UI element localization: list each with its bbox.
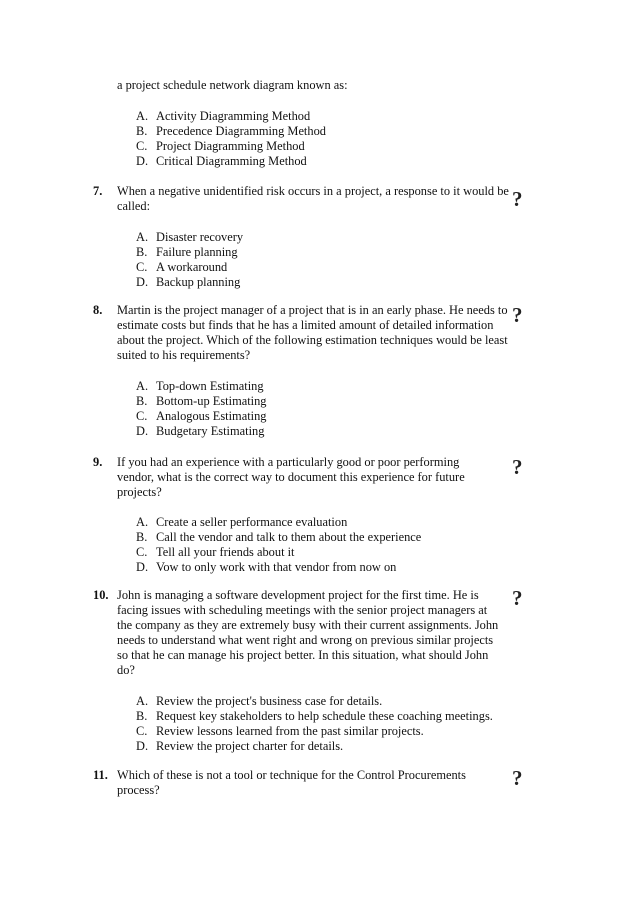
option-letter: B. [136,124,148,138]
option-text: A workaround [156,260,228,274]
question-mark-icon: ? [512,455,523,479]
option-letter: C. [136,139,148,153]
option-letter: B. [136,709,148,723]
option-text: Analogous Estimating [156,409,267,423]
option-a [136,379,536,394]
question-stem: John is managing a software development project for the first time. He is facing issues with scheduling meetings with the senior project managers at the company as they are extremely busy with their current assignments. John needs to understand what went right and wrong on previous similar projects so that he can manage his project better. In this situation, what should John do? [117,588,499,677]
option-text: Critical Diagramming Method [156,154,307,168]
option-text: Review the project charter for details. [156,739,344,753]
option-c [136,260,536,275]
option-text: Vow to only work with that vendor from now on [156,560,397,574]
options-list [136,515,536,575]
question-stem: a project schedule network diagram known as: [117,78,348,92]
option-b [136,394,536,409]
option-text: Project Diagramming Method [156,139,305,153]
question-mark-icon: ? [512,187,523,211]
option-letter: D. [136,560,149,574]
option-text: Create a seller performance evaluation [156,515,348,529]
option-text: Request key stakeholders to help schedule these coaching meetings. [156,709,493,723]
option-letter: D. [136,275,149,289]
option-b [136,124,536,139]
option-text: Disaster recovery [156,230,244,244]
question-number: 7. [93,184,103,198]
question-number: 8. [93,303,103,317]
option-c [136,545,536,560]
option-a [136,230,536,245]
question-number: 11. [93,768,108,782]
option-text: Review the project's business case for details. [156,694,383,708]
question-number: 9. [93,455,103,469]
option-c [136,139,536,154]
option-c [136,409,536,424]
options-list [136,379,536,439]
question-number: 10. [93,588,109,602]
question-mark-icon: ? [512,766,523,790]
option-letter: B. [136,394,148,408]
question-stem: When a negative unidentified risk occurs in a project, a response to it would be called: [117,184,509,213]
option-text: Budgetary Estimating [156,424,265,438]
option-d [136,739,536,754]
option-letter: C. [136,409,148,423]
option-text: Review lessons learned from the past similar projects. [156,724,424,738]
option-a [136,515,536,530]
option-letter: B. [136,530,148,544]
option-d [136,275,536,290]
option-letter: D. [136,739,149,753]
option-letter: A. [136,515,149,529]
option-letter: D. [136,424,149,438]
question-stem: If you had an experience with a particularly good or poor performing vendor, what is the correct way to document this experience for future projects? [117,455,465,499]
option-letter: D. [136,154,149,168]
option-text: Activity Diagramming Method [156,109,311,123]
option-a [136,694,536,709]
question-mark-icon: ? [512,303,523,327]
option-text: Failure planning [156,245,238,259]
option-d [136,424,536,439]
option-text: Backup planning [156,275,241,289]
option-b [136,709,536,724]
options-list [136,230,536,290]
option-text: Call the vendor and talk to them about the experience [156,530,422,544]
option-b [136,530,536,545]
option-d [136,560,536,575]
option-letter: A. [136,379,149,393]
option-c [136,724,536,739]
option-letter: C. [136,724,148,738]
option-text: Bottom-up Estimating [156,394,267,408]
question-stem: Martin is the project manager of a project that is in an early phase. He needs to estimate costs but finds that he has a limited amount of detailed information about the project. Which of the following estimation techniques would be least suited to his requirements? [117,303,508,362]
option-letter: A. [136,109,149,123]
option-text: Precedence Diagramming Method [156,124,326,138]
option-letter: C. [136,545,148,559]
option-b [136,245,536,260]
options-list [136,694,536,754]
question-stem: Which of these is not a tool or technique for the Control Procurements process? [117,768,466,797]
option-text: Top-down Estimating [156,379,264,393]
option-letter: B. [136,245,148,259]
question-mark-icon: ? [512,586,523,610]
option-d [136,154,536,169]
options-list [136,109,536,169]
option-letter: A. [136,230,149,244]
option-text: Tell all your friends about it [156,545,295,559]
option-a [136,109,536,124]
option-letter: A. [136,694,149,708]
option-letter: C. [136,260,148,274]
